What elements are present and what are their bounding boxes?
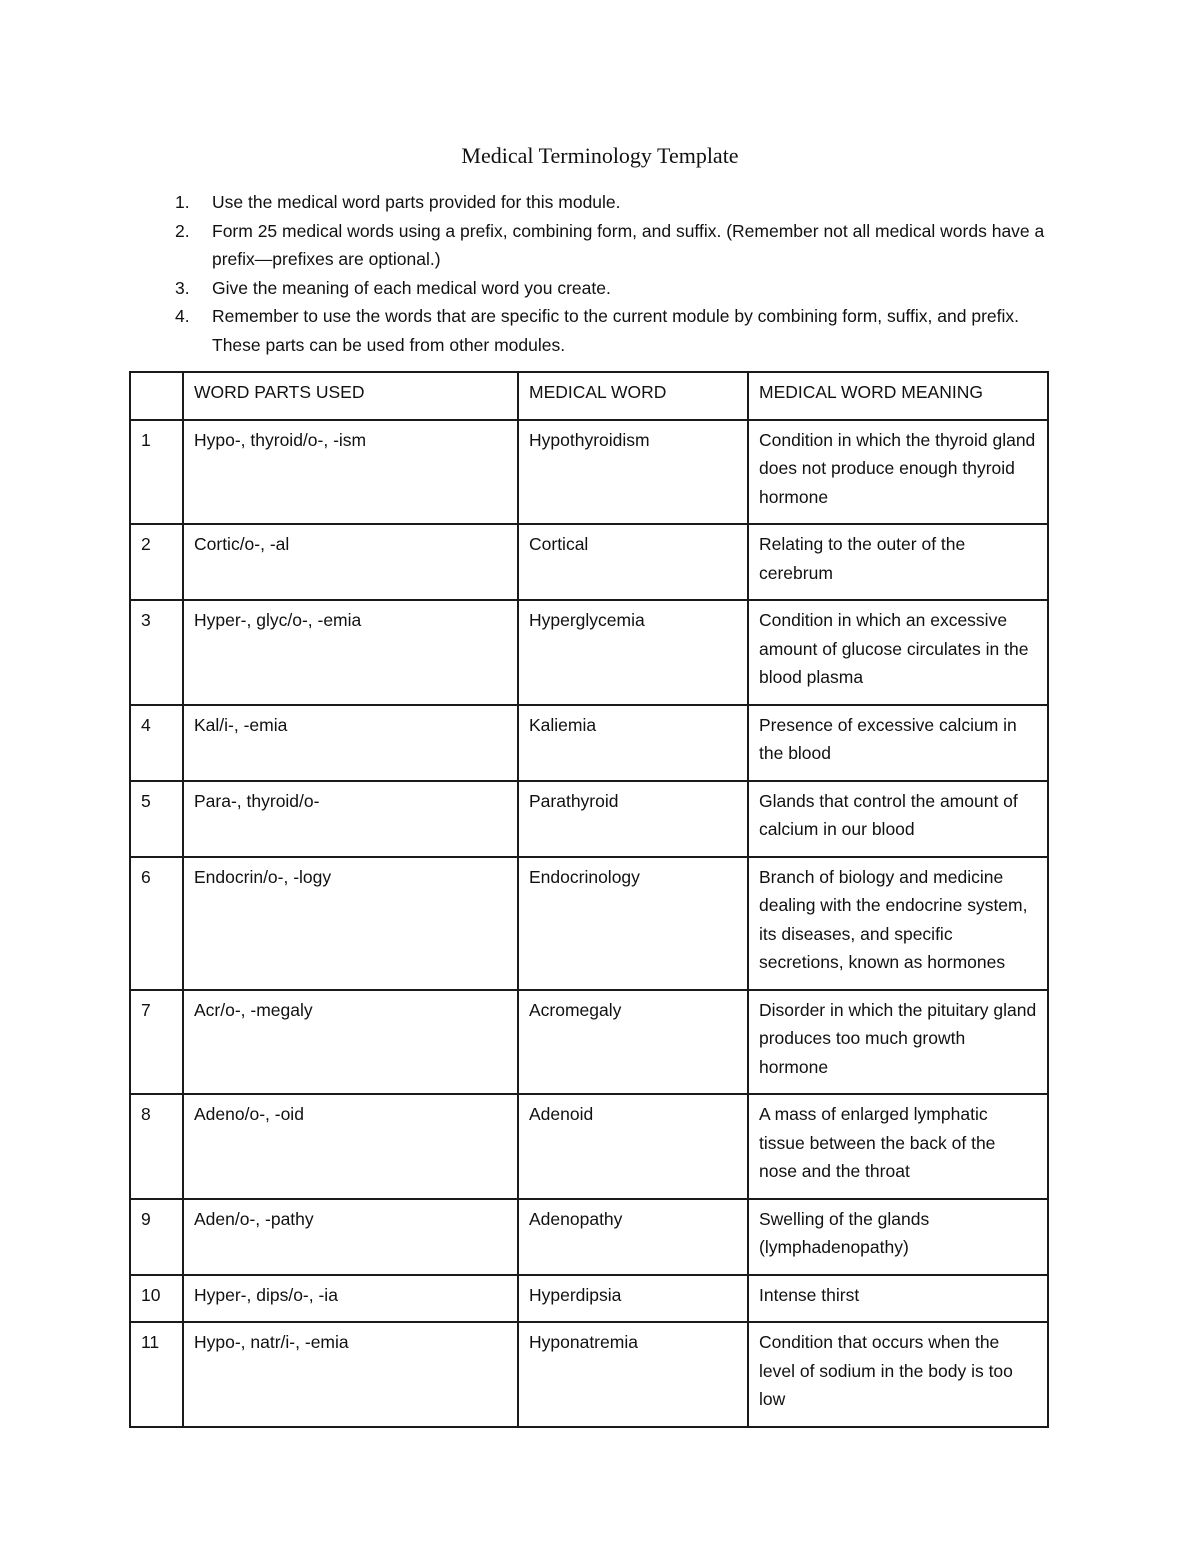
table-row [130,781,1048,857]
table-row [130,705,1048,781]
medical-word-cell: Endocrinology [518,857,748,990]
table-row [130,1094,1048,1199]
row-number-cell: 7 [130,990,183,1095]
instruction-number: 2. [175,220,190,241]
instruction-item [175,302,1055,359]
table-row [130,990,1048,1095]
instruction-item [175,217,1055,274]
instruction-text: Use the medical word parts provided for this module. [212,192,621,212]
row-number-cell: 3 [130,600,183,705]
word-parts-cell: Cortic/o-, -al [183,524,518,600]
document-title: Medical Terminology Template [461,143,739,168]
instruction-number: 3. [175,277,190,298]
table-header-row [130,372,1048,420]
table-row [130,1199,1048,1275]
word-parts-cell: Aden/o-, -pathy [183,1199,518,1275]
instruction-item [175,188,1055,217]
row-number-cell: 2 [130,524,183,600]
row-number-cell: 4 [130,705,183,781]
meaning-cell: Presence of excessive calcium in the blood [748,705,1048,781]
header-cell-medical-word: MEDICAL WORD [518,372,748,420]
word-parts-cell: Acr/o-, -megaly [183,990,518,1095]
medical-word-cell: Adenoid [518,1094,748,1199]
instruction-item [175,274,1055,303]
header-cell-word-parts: WORD PARTS USED [183,372,518,420]
header-cell-meaning: MEDICAL WORD MEANING [748,372,1048,420]
word-parts-cell: Hypo-, thyroid/o-, -ism [183,420,518,525]
header-cell-number [130,372,183,420]
table-row [130,1322,1048,1427]
medical-word-cell: Acromegaly [518,990,748,1095]
row-number-cell: 11 [130,1322,183,1427]
terminology-table [129,371,1049,1428]
medical-word-cell: Hypothyroidism [518,420,748,525]
meaning-cell: Condition in which the thyroid gland does not produce enough thyroid hormone [748,420,1048,525]
medical-word-cell: Hyponatremia [518,1322,748,1427]
instruction-text: Give the meaning of each medical word you create. [212,277,611,298]
medical-word-cell: Cortical [518,524,748,600]
medical-word-cell: Adenopathy [518,1199,748,1275]
table-row [130,1275,1048,1323]
medical-word-cell: Hyperglycemia [518,600,748,705]
row-number-cell: 8 [130,1094,183,1199]
row-number-cell: 6 [130,857,183,990]
word-parts-cell: Para-, thyroid/o- [183,781,518,857]
word-parts-cell: Adeno/o-, -oid [183,1094,518,1199]
meaning-cell: Disorder in which the pituitary gland produces too much growth hormone [748,990,1048,1095]
instruction-text: Remember to use the words that are specific to the current module by combining form, suffix, and prefix. These parts can be used from other modules. [212,306,1019,355]
instruction-text: Form 25 medical words using a prefix, combining form, and suffix. (Remember not all medical words have a prefix—prefixes are optional.) [212,220,1045,269]
medical-word-cell: Hyperdipsia [518,1275,748,1323]
meaning-cell: Intense thirst [748,1275,1048,1323]
row-number-cell: 9 [130,1199,183,1275]
table-row [130,524,1048,600]
word-parts-cell: Endocrin/o-, -logy [183,857,518,990]
instruction-number: 4. [175,306,190,326]
meaning-cell: Swelling of the glands (lymphadenopathy) [748,1199,1048,1275]
medical-word-cell: Parathyroid [518,781,748,857]
meaning-cell: Branch of biology and medicine dealing with the endocrine system, its diseases, and specific secretions, known as hormones [748,857,1048,990]
word-parts-cell: Kal/i-, -emia [183,705,518,781]
meaning-cell: Condition that occurs when the level of sodium in the body is too low [748,1322,1048,1427]
row-number-cell: 5 [130,781,183,857]
meaning-cell: A mass of enlarged lymphatic tissue between the back of the nose and the throat [748,1094,1048,1199]
word-parts-cell: Hypo-, natr/i-, -emia [183,1322,518,1427]
instructions-list [175,188,1055,359]
table-row [130,600,1048,705]
word-parts-cell: Hyper-, dips/o-, -ia [183,1275,518,1323]
instruction-number: 1. [175,192,190,212]
table-row [130,857,1048,990]
meaning-cell: Glands that control the amount of calcium in our blood [748,781,1048,857]
meaning-cell: Relating to the outer of the cerebrum [748,524,1048,600]
word-parts-cell: Hyper-, glyc/o-, -emia [183,600,518,705]
table-row [130,420,1048,525]
row-number-cell: 10 [130,1275,183,1323]
meaning-cell: Condition in which an excessive amount of glucose circulates in the blood plasma [748,600,1048,705]
row-number-cell: 1 [130,420,183,525]
medical-word-cell: Kaliemia [518,705,748,781]
